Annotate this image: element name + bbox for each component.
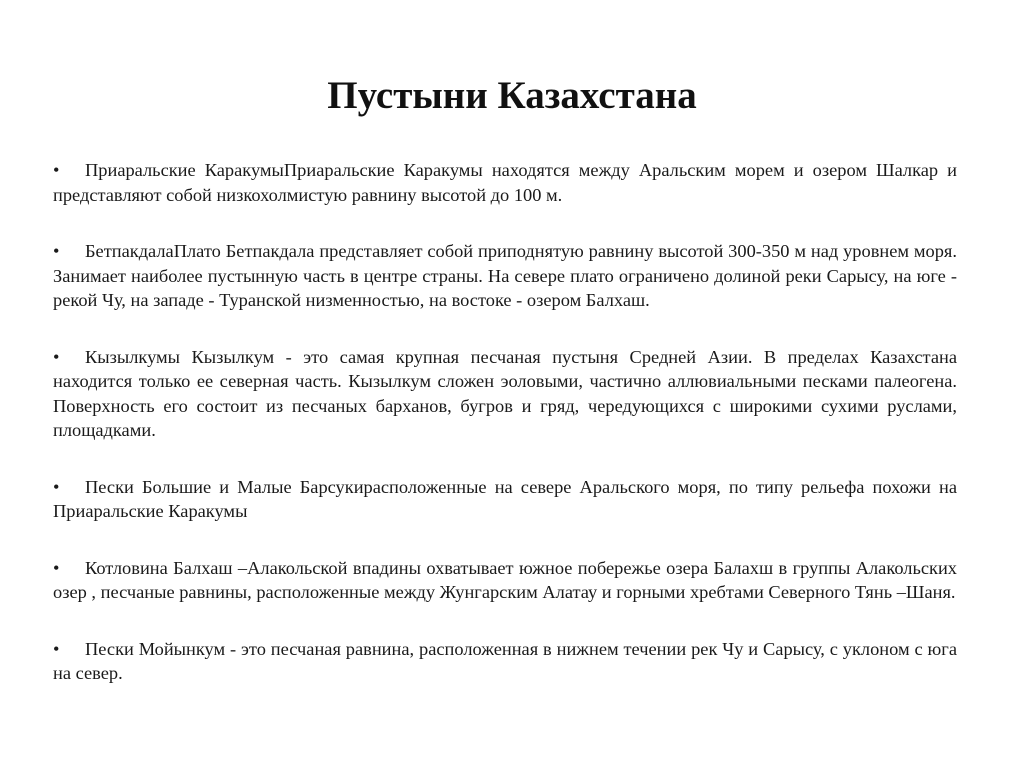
slide-title: Пустыни Казахстана <box>327 74 697 117</box>
bullet-icon: • <box>53 346 60 367</box>
bullet-item-barsuki <box>53 475 957 524</box>
bullet-text: БетпакдалаПлато Бетпакдала представляет собой приподнятую равнину высотой 300-350 м над уровнем моря. Занимает наиболее пустынную часть в центре страны. На севере плато ограничено долиной реки Сарысу, на юге - рекой Чу, на западе - Туранской низменностью, на востоке - озером Балхаш. <box>53 241 957 310</box>
bullet-text: Котловина Балхаш –Алакольской впадины охватывает южное побережье озера Балахш в группы Алакольских озер , песчаные равнины, расположенные между Жунгарским Алатау и горными хребтами Северного Тянь –Шаня. <box>53 557 957 602</box>
bullet-text: Пески Большие и Малые Барсукирасположенные на севере Аральского моря, по типу рельефа похожи на Приаральские Каракумы <box>53 476 957 521</box>
bullet-text: Кызылкумы Кызылкум - это самая крупная песчаная пустыня Средней Азии. В пределах Казахстана находится только ее северная часть. Кызылкум сложен эоловыми, частично аллювиальными песками палеогена. Поверхность его состоит из песчаных барханов, бугров и гряд, чередующихся с широкими сухими руслами, площадками. <box>53 346 957 440</box>
bullet-icon: • <box>53 160 60 180</box>
bullet-item-balkhash-alakol <box>53 556 957 605</box>
bullet-text: Пески Мойынкум - это песчаная равнина, расположенная в нижнем течении рек Чу и Сарысу, с уклоном с юга на север. <box>53 638 957 683</box>
bullet-item-kyzylkum <box>53 345 957 443</box>
bullet-icon: • <box>53 557 60 578</box>
bullet-icon: • <box>53 476 60 497</box>
bullet-icon: • <box>53 241 60 261</box>
bullet-list <box>53 158 957 686</box>
bullet-item-prearal-karakum <box>53 158 957 207</box>
bullet-item-moyynkum <box>53 637 957 686</box>
bullet-text: Приаральские КаракумыПриаральские Каракумы находятся между Аральским морем и озером Шалкар и представляют собой низкохолмистую равнину высотой до 100 м. <box>53 160 957 205</box>
bullet-item-betpakdala <box>53 239 957 313</box>
bullet-icon: • <box>53 638 60 659</box>
